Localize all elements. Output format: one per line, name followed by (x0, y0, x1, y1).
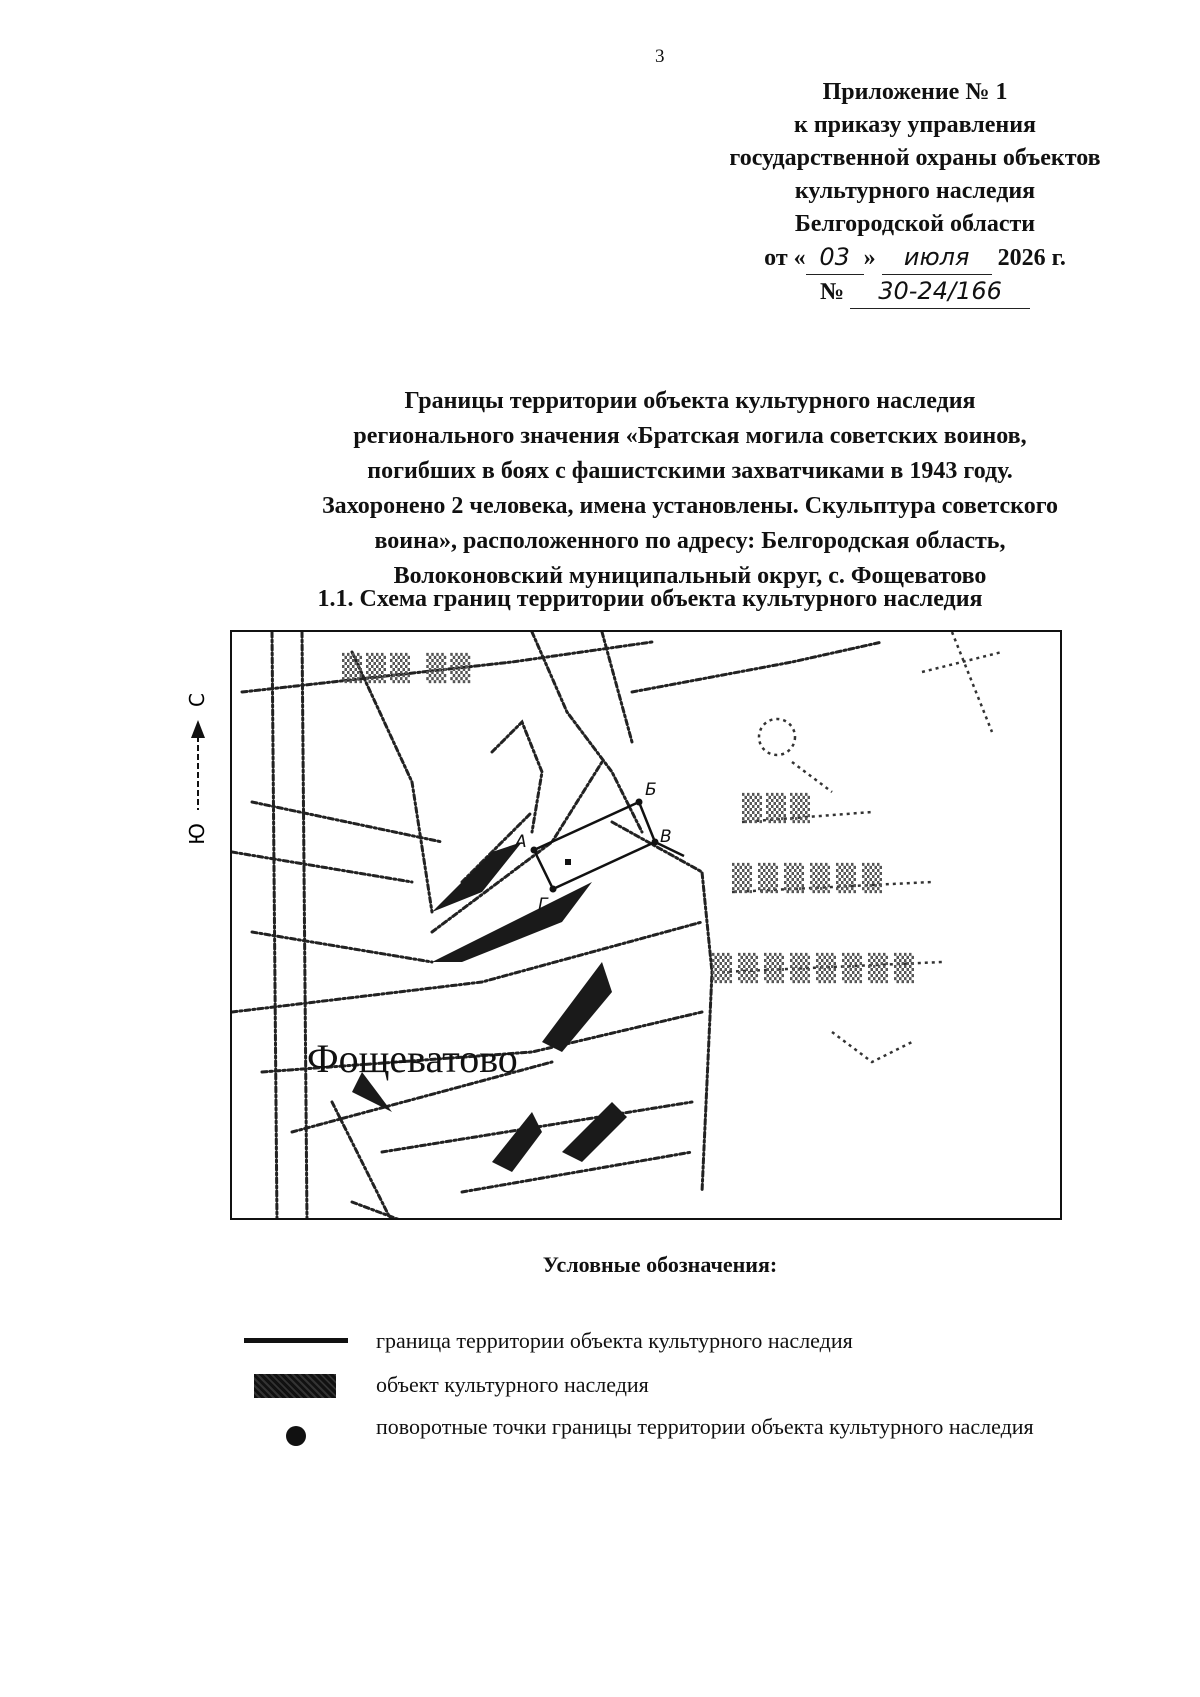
boundary-line-icon (240, 1326, 350, 1356)
heading-line: погибших в боях с фашистскими захватчиками в 1943 году. (367, 458, 1013, 484)
north-label: С (185, 693, 209, 707)
south-label: Ю (185, 823, 209, 845)
turning-point-icon (240, 1422, 350, 1452)
legend-text: граница территории объекта культурного наследия (376, 1328, 853, 1353)
svg-text:▒▒▒▒▒▒▒▒: ▒▒▒▒▒▒▒▒ (712, 954, 920, 984)
north-arrow-icon (180, 680, 216, 850)
date-mid: » (863, 245, 876, 271)
point-label-b: Б (645, 780, 657, 800)
legend-text: объект культурного наследия (376, 1372, 649, 1397)
heading-line: регионального значения «Братская могила советских воинов, (353, 423, 1027, 449)
order-number (690, 275, 1140, 309)
legend-title: Условные обозначения: (542, 1252, 778, 1277)
section-subheading: 1.1. Схема границ территории объекта культурного наследия (317, 586, 983, 612)
appendix-line: культурного наследия (794, 178, 1036, 204)
date-day: 03 (806, 241, 864, 275)
svg-text:▒▒▒ ▒▒: ▒▒▒ ▒▒ (342, 654, 475, 684)
heading-line: воина», расположенного по адресу: Белгородская область, (374, 528, 1006, 554)
boundary-map (230, 630, 1062, 1220)
heading-line: Волоконовский муниципальный округ, с. Фощеватово (393, 563, 987, 589)
date-year: 2026 г. (997, 245, 1066, 271)
order-date (690, 241, 1140, 275)
date-month: июля (882, 241, 992, 275)
date-prefix: от « (764, 245, 806, 271)
map-drawing (232, 632, 1062, 1220)
village-label: Фощеватово (307, 1036, 518, 1081)
number-prefix: № (819, 279, 845, 305)
svg-text:▒▒▒: ▒▒▒ (742, 794, 814, 824)
point-label-g: Г (538, 895, 548, 915)
heritage-object-icon (240, 1370, 350, 1400)
legend-text: поворотные точки границы территории объекта культурного наследия (376, 1414, 1034, 1439)
appendix-line: Белгородской области (794, 211, 1036, 237)
number-value: 30-24/166 (850, 275, 1030, 309)
appendix-line: к приказу управления (793, 112, 1036, 138)
appendix-line: государственной охраны объектов (729, 145, 1101, 171)
point-label-a: А (515, 832, 527, 852)
point-label-v: В (660, 827, 672, 847)
document-heading (250, 384, 1130, 594)
heading-line: Границы территории объекта культурного наследия (404, 388, 976, 414)
svg-text:▒▒▒▒▒▒: ▒▒▒▒▒▒ (732, 864, 888, 894)
appendix-header (690, 76, 1140, 309)
page-number: 3 (655, 46, 665, 67)
heading-line: Захоронено 2 человека, имена установлены. Скульптура советского (322, 493, 1058, 519)
appendix-title: Приложение № 1 (822, 79, 1008, 105)
